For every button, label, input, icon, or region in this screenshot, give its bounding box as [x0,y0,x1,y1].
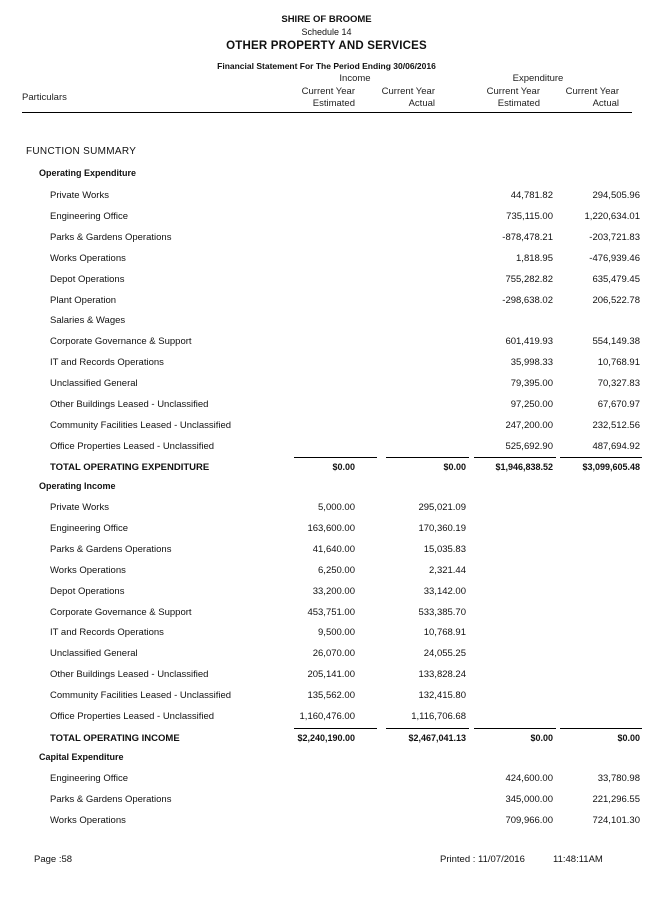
cell-expenditure-actual: -203,721.83 [589,231,640,243]
expenditure-estimated-heading-line1: Current Year [486,86,540,97]
row-label: Unclassified General [50,378,138,390]
cell-income-actual: 10,768.91 [423,627,466,639]
row-label: Unclassified General [50,648,138,660]
row-label: Parks & Gardens Operations [50,231,172,243]
cell-income-estimated: 5,000.00 [318,502,355,513]
page-number: Page :58 [34,854,73,865]
row-label: Depot Operations [50,273,125,285]
cell-income-actual: 33,142.00 [423,585,466,597]
expenditure-actual-heading-line1: Current Year [565,86,619,97]
total-rule [560,728,642,729]
total-rule [386,457,469,458]
income-group-heading: Income [339,73,371,84]
group-heading-label: Capital Expenditure [39,752,124,762]
expenditure-actual-heading-line2: Actual [592,98,619,109]
row-label: Parks & Gardens Operations [50,793,172,805]
table-row [0,190,653,204]
table-row [0,253,653,267]
cell-income-actual: 170,360.19 [418,522,466,534]
total-row-operating-expenditure [0,462,653,476]
total-rule [474,728,556,729]
cell-income-actual: 24,055.25 [423,648,466,660]
cell-income-estimated: 163,600.00 [307,522,355,534]
row-label: Office Properties Leased - Unclassified [50,711,215,722]
cell-expenditure-actual: -476,939.46 [589,252,640,264]
cell-expenditure-actual: 487,694.92 [592,440,640,452]
group-heading-label: Operating Income [39,481,116,491]
table-row [0,669,653,683]
total-label: TOTAL OPERATING EXPENDITURE [50,462,210,473]
income-estimated-heading-line1: Current Year [301,86,355,97]
org-name: SHIRE OF BROOME [281,14,372,25]
total-row-operating-income [0,733,653,747]
cell-expenditure-estimated: 79,395.00 [510,378,553,390]
cell-income-estimated: 453,751.00 [307,606,355,618]
cell-expenditure-estimated: 1,818.95 [516,252,553,264]
cell-expenditure-estimated: 345,000.00 [505,793,553,805]
total-rule [474,457,556,458]
row-label: Salaries & Wages [50,315,126,327]
total-rule [386,728,469,729]
table-row [0,399,653,413]
cell-income-actual: 133,828.24 [418,669,466,681]
cell-expenditure-estimated: 525,692.90 [505,440,553,452]
report-title: OTHER PROPERTY AND SERVICES [226,40,427,52]
cell-expenditure-estimated: 35,998.33 [510,357,553,369]
table-row [0,690,653,704]
table-row [0,794,653,808]
printed-date: Printed : 11/07/2016 [440,854,525,865]
cell-expenditure-actual: 232,512.56 [592,419,640,431]
table-row [0,586,653,600]
cell-income-estimated: 205,141.00 [307,669,355,681]
cell-income-actual: 295,021.09 [418,502,466,513]
row-label: Corporate Governance & Support [50,606,192,618]
cell-expenditure-actual: 221,296.55 [592,793,640,805]
table-row [0,295,653,309]
income-actual-heading-line1: Current Year [381,86,435,97]
row-label: Corporate Governance & Support [50,336,192,348]
cell-expenditure-actual: 294,505.96 [592,190,640,201]
schedule-label: Schedule 14 [301,27,352,37]
row-label: Works Operations [50,252,126,264]
cell-income-estimated: 9,500.00 [318,627,355,639]
row-label: Community Facilities Leased - Unclassified [50,690,232,702]
group-heading-operating-expenditure [0,168,653,182]
expenditure-group-heading: Expenditure [512,73,564,84]
table-row [0,648,653,662]
expenditure-estimated-heading-line2: Estimated [497,98,540,109]
cell-income-estimated: 135,562.00 [307,690,355,702]
cell-expenditure-estimated: 709,966.00 [505,814,553,826]
table-row [0,502,653,516]
table-row [0,336,653,350]
cell-expenditure-actual: 70,327.83 [597,378,640,390]
total-expenditure-actual: $3,099,605.48 [582,462,640,472]
row-label: Other Buildings Leased - Unclassified [50,399,209,410]
cell-expenditure-actual: 1,220,634.01 [584,210,640,222]
row-label: Works Operations [50,564,126,576]
cell-income-estimated: 33,200.00 [312,585,355,597]
total-label: TOTAL OPERATING INCOME [50,733,180,744]
particulars-heading: Particulars [22,92,67,103]
table-row [0,232,653,246]
row-label: Depot Operations [50,585,125,597]
row-label: Private Works [50,502,109,513]
table-row [0,711,653,725]
cell-expenditure-actual: 724,101.30 [592,814,640,826]
total-rule [294,728,377,729]
row-label: Private Works [50,190,109,201]
row-label: Community Facilities Leased - Unclassified [50,419,232,431]
row-label: Engineering Office [50,522,128,534]
cell-expenditure-estimated: 755,282.82 [505,273,553,285]
table-row [0,211,653,225]
cell-income-actual: 2,321.44 [429,564,466,576]
group-heading-operating-income [0,481,653,495]
cell-expenditure-actual: 33,780.98 [597,773,640,784]
header-rule [22,112,632,113]
row-label: Office Properties Leased - Unclassified [50,440,215,452]
cell-expenditure-actual: 635,479.45 [592,273,640,285]
cell-income-estimated: 6,250.00 [318,564,355,576]
table-row [0,544,653,558]
income-estimated-heading-line2: Estimated [312,98,355,109]
total-expenditure-estimated: $0.00 [530,733,553,743]
group-heading-capital-expenditure [0,752,653,766]
table-row [0,441,653,455]
cell-expenditure-actual: 206,522.78 [592,294,640,306]
total-expenditure-actual: $0.00 [617,733,640,743]
cell-expenditure-estimated: -298,638.02 [502,294,553,306]
total-rule [560,457,642,458]
report-subtitle: Financial Statement For The Period Ending 30/06/2016 [217,61,436,71]
total-income-actual: $2,467,041.13 [408,733,466,743]
section-title: FUNCTION SUMMARY [26,146,137,157]
group-heading-label: Operating Expenditure [39,168,137,178]
cell-income-estimated: 1,160,476.00 [299,711,355,722]
cell-expenditure-estimated: 247,200.00 [505,419,553,431]
cell-expenditure-actual: 554,149.38 [592,336,640,348]
cell-expenditure-estimated: -878,478.21 [502,231,553,243]
cell-income-actual: 15,035.83 [423,543,466,555]
row-label: IT and Records Operations [50,627,164,639]
table-row [0,773,653,787]
total-income-actual: $0.00 [443,462,466,472]
row-label: Engineering Office [50,210,128,222]
table-row [0,357,653,371]
cell-income-estimated: 41,640.00 [312,543,355,555]
table-row [0,315,653,329]
cell-expenditure-estimated: 44,781.82 [510,190,553,201]
cell-expenditure-estimated: 601,419.93 [505,336,553,348]
row-label: Works Operations [50,814,126,826]
table-row [0,378,653,392]
row-label: Plant Operation [50,294,117,306]
table-row [0,607,653,621]
row-label: Parks & Gardens Operations [50,543,172,555]
table-row [0,565,653,579]
cell-expenditure-estimated: 424,600.00 [505,773,553,784]
cell-income-actual: 1,116,706.68 [411,711,466,722]
cell-income-estimated: 26,070.00 [312,648,355,660]
total-rule [294,457,377,458]
table-row [0,627,653,641]
cell-expenditure-actual: 10,768.91 [597,357,640,369]
row-label: IT and Records Operations [50,357,164,369]
row-label: Other Buildings Leased - Unclassified [50,669,209,681]
printed-time: 11:48:11AM [553,854,603,865]
total-income-estimated: $2,240,190.00 [297,733,355,743]
table-row [0,420,653,434]
table-row [0,815,653,829]
total-income-estimated: $0.00 [332,462,355,472]
row-label: Engineering Office [50,773,128,784]
income-actual-heading-line2: Actual [408,98,435,109]
cell-income-actual: 132,415.80 [418,690,466,702]
cell-expenditure-estimated: 97,250.00 [510,399,553,410]
table-row [0,274,653,288]
cell-income-actual: 533,385.70 [418,606,466,618]
cell-expenditure-actual: 67,670.97 [597,399,640,410]
table-row [0,523,653,537]
cell-expenditure-estimated: 735,115.00 [506,210,553,222]
total-expenditure-estimated: $1,946,838.52 [495,462,553,472]
